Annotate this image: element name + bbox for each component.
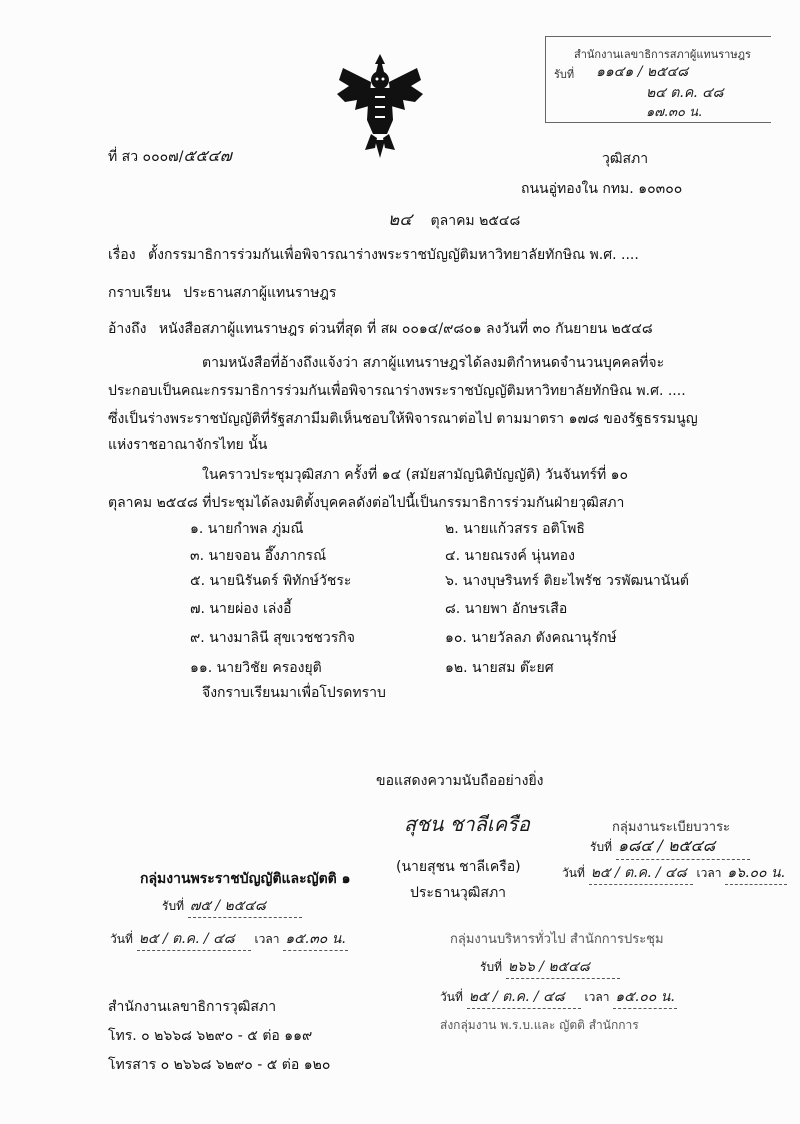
- reference-line: [108, 318, 653, 340]
- stamp-law-time: ๑๕.๓๐ น.: [283, 928, 348, 951]
- member-2: ๒. นายแก้วสรร อติโพธิ: [445, 521, 585, 537]
- addressee-label: กราบเรียน: [108, 285, 171, 301]
- subject-line: [108, 244, 639, 266]
- document-number: [108, 144, 232, 169]
- stamp-agenda-title: กลุ่มงานระเบียบวาระ: [612, 820, 731, 835]
- signer-name: (นายสุชน ชาลีเครือ): [396, 859, 521, 875]
- stamp-general-time-label: เวลา: [584, 990, 610, 1004]
- member-1: ๑. นายกำพล ภู่มณี: [190, 521, 304, 537]
- stamp-agenda-receive-label: รับที่: [590, 840, 612, 854]
- member-11: ๑๑. นายวิชัย ครองยุติ: [190, 660, 322, 676]
- stamp-general-receive-no: ๒๖๖ / ๒๕๔๘: [506, 956, 620, 979]
- stamp-agenda-date: ๒๕ / ต.ค. / ๔๘: [589, 862, 693, 885]
- stamp-agenda-receive-no: ๑๘๔ / ๒๕๔๘: [616, 834, 750, 860]
- stamp-general-date: ๒๕ / ต.ค. / ๔๘: [467, 986, 581, 1009]
- handwritten-signature: สุชน ชาลีเครือ: [404, 812, 530, 836]
- addressee-text: ประธานสภาผู้แทนราษฎร: [183, 285, 337, 301]
- stamp-general-time: ๑๕.๐๐ น.: [613, 986, 677, 1009]
- paragraph1-line3: ซึ่งเป็นร่างพระราชบัญญัติที่รัฐสภามีมติเห็นชอบให้พิจารณาต่อไป ตามมาตรา ๑๗๘ ของรัฐธรรมนูญ: [108, 411, 698, 427]
- closing-text: จึงกราบเรียนมาเพื่อโปรดทราบ: [202, 685, 386, 701]
- stamp-agenda-date-label: วันที่: [562, 866, 585, 880]
- stamp-law-date-label: วันที่: [110, 932, 133, 946]
- stamp-law-receive: [162, 895, 302, 918]
- member-10: ๑๐. นายวัลลภ ตังคณานุรักษ์: [445, 630, 617, 646]
- stamp-law-title: กลุ่มงานพระราชบัญญัติและญัตติ ๑: [140, 871, 351, 887]
- stamp-agenda-time: ๑๖.๐๐ น.: [725, 862, 787, 885]
- stamp-law-receive-no: ๗๕ / ๒๕๔๘: [188, 895, 302, 918]
- member-7: ๗. นายผ่อง เล่งอี้: [190, 601, 292, 617]
- member-9: ๙. นางมาลินี สุขเวชชวรกิจ: [190, 630, 355, 646]
- footer-tel: โทร. ๐ ๒๖๖๘ ๖๒๙๐ - ๕ ต่อ ๑๑๙: [108, 1028, 313, 1044]
- stamp-office: สำนักงานเลขาธิการสภาผู้แทนราษฎร: [574, 48, 751, 61]
- stamp-general-date-label: วันที่: [440, 990, 463, 1004]
- signer-title: ประธานวุฒิสภา: [410, 885, 507, 901]
- stamp-time: ๑๗.๓๐ น.: [646, 105, 703, 120]
- document-date: [388, 206, 520, 233]
- paragraph2-line1: ในคราวประชุมวุฒิสภา ครั้งที่ ๑๔ (สมัยสามัญนิติบัญญัติ) วันจันทร์ที่ ๑๐: [202, 467, 629, 483]
- sender-org: วุฒิสภา: [602, 151, 649, 167]
- sender-address: ถนนอู่ทองใน กทม. ๑๐๓๐๐: [521, 181, 683, 197]
- reference-label: อ้างถึง: [108, 321, 147, 337]
- addressee-line: [108, 282, 336, 304]
- subject-text: ตั้งกรรมาธิการร่วมกันเพื่อพิจารณาร่างพระราชบัญญัติมหาวิทยาลัยทักษิณ พ.ศ. ....: [148, 247, 639, 263]
- member-12: ๑๒. นายสม ต๊ะยศ: [445, 660, 554, 676]
- stamp-general-receive: [480, 956, 620, 979]
- receiving-stamp-top: [545, 36, 771, 123]
- member-5: ๕. นายนิรันดร์ พิทักษ์วัชระ: [190, 573, 352, 589]
- subject-label: เรื่อง: [108, 247, 136, 263]
- paragraph2-line2: ตุลาคม ๒๕๔๘ ที่ประชุมได้ลงมติตั้งบุคคลดังต่อไปนี้เป็นกรรมาธิการร่วมกันฝ่ายวุฒิสภา: [108, 495, 625, 511]
- paragraph1-line2: ประกอบเป็นคณะกรรมาธิการร่วมกันเพื่อพิจารณาร่างพระราชบัญญัติมหาวิทยาลัยทักษิณ พ.ศ. ....: [108, 383, 686, 399]
- member-6: ๖. นางบุษรินทร์ ติยะไพรัช วรพัฒนานันต์: [445, 573, 689, 589]
- member-3: ๓. นายจอน อึ๊งภากรณ์: [190, 548, 327, 564]
- stamp-agenda-receive: [590, 834, 750, 860]
- paragraph1-line1: ตามหนังสือที่อ้างถึงแจ้งว่า สภาผู้แทนราษฎรได้ลงมติกำหนดจำนวนบุคคลที่จะ: [202, 355, 665, 371]
- stamp-agenda-date-row: [562, 862, 787, 885]
- member-4: ๔. นายณรงค์ นุ่นทอง: [445, 548, 575, 564]
- garuda-emblem-icon: [335, 50, 425, 160]
- stamp-receive-no: ๑๑๔๑ / ๒๕๔๘: [596, 64, 689, 80]
- stamp-agenda-time-label: เวลา: [696, 866, 722, 880]
- document-number-prefix: ที่ สว ๐๐๐๗/: [108, 149, 184, 165]
- reference-text: หนังสือสภาผู้แทนราษฎร ด่วนที่สุด ที่ สผ ๐๐๑๔/๙๘๐๑ ลงวันที่ ๓๐ กันยายน ๒๕๔๘: [158, 321, 653, 337]
- stamp-date: ๒๔ ต.ค. ๔๘: [646, 85, 724, 101]
- stamp-general-receive-label: รับที่: [480, 960, 502, 974]
- stamp-law-date: ๒๕ / ต.ค. / ๔๘: [137, 928, 251, 951]
- footer-office: สำนักงานเลขาธิการวุฒิสภา: [108, 999, 277, 1015]
- date-month-year: ตุลาคม ๒๕๔๘: [430, 213, 521, 229]
- stamp-general-forward: ส่งกลุ่มงาน พ.ร.บ.และ ญัตติ สำนักการ: [440, 1018, 639, 1032]
- stamp-general-date-row: [440, 986, 677, 1009]
- paragraph1-line4: แห่งราชอาณาจักรไทย นั้น: [108, 437, 268, 453]
- date-day-handwritten: ๒๔: [388, 210, 413, 230]
- stamp-law-date-row: [110, 928, 348, 951]
- stamp-law-receive-label: รับที่: [162, 899, 184, 913]
- regards-text: ขอแสดงความนับถืออย่างยิ่ง: [376, 773, 544, 789]
- stamp-law-time-label: เวลา: [254, 932, 280, 946]
- stamp-general-title: กลุ่มงานบริหารทั่วไป สำนักการประชุม: [450, 932, 664, 947]
- member-8: ๘. นายพา อักษรเสือ: [445, 601, 568, 617]
- stamp-receive-label: รับที่: [554, 68, 575, 81]
- document-number-handwritten: ๕๕๔๗: [183, 146, 232, 165]
- footer-fax: โทรสาร ๐ ๒๖๖๘ ๖๒๙๐ - ๕ ต่อ ๑๒๐: [108, 1057, 331, 1073]
